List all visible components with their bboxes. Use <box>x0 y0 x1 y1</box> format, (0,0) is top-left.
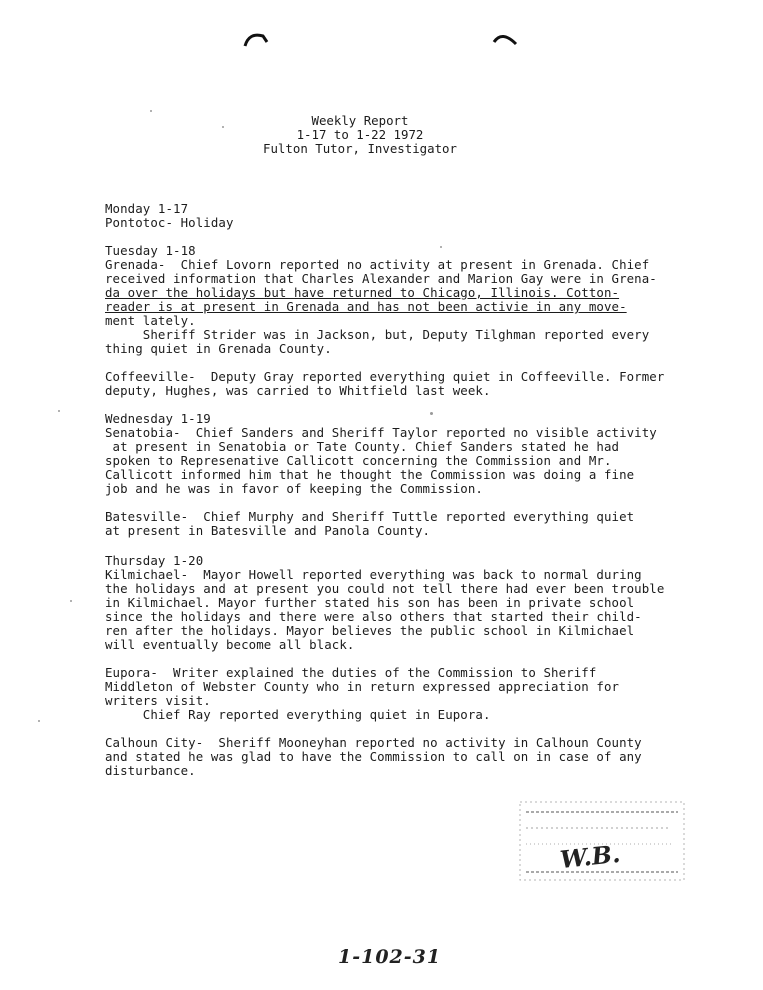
report-line: Senatobia- Chief Sanders and Sheriff Taylor reported no visible activity <box>105 425 657 440</box>
report-line: and stated he was glad to have the Commission to call on in case of any <box>105 749 642 764</box>
report-line: will eventually become all black. <box>105 637 355 652</box>
report-line: ren after the holidays. Mayor believes the public school in Kilmichael <box>105 623 635 638</box>
report-line: Chief Ray reported everything quiet in Eupora. <box>105 707 491 722</box>
report-line: Pontotoc- Holiday <box>105 215 234 230</box>
document-number: 1-102-31 <box>338 946 442 968</box>
report-line: at present in Senatobia or Tate County. Chief Sanders stated he had <box>105 439 620 454</box>
report-line: Grenada- Chief Lovorn reported no activity at present in Grenada. Chief <box>105 257 650 272</box>
scan-speck <box>430 412 433 415</box>
report-line: reader is at present in Grenada and has not been activie in any move- <box>105 299 627 314</box>
scan-speck <box>70 600 72 602</box>
report-line: Sheriff Strider was in Jackson, but, Deputy Tilghman reported every <box>105 327 650 342</box>
report-line: since the holidays and there were also others that started their child- <box>105 609 642 624</box>
report-line: Kilmichael- Mayor Howell reported everything was back to normal during <box>105 567 642 582</box>
scan-speck <box>150 110 152 112</box>
report-line: spoken to Represenative Callicott concerning the Commission and Mr. <box>105 453 612 468</box>
scan-speck <box>38 720 40 722</box>
report-line: deputy, Hughes, was carried to Whitfield last week. <box>105 383 491 398</box>
scan-speck <box>58 410 60 412</box>
day-heading: Tuesday 1-18 <box>105 243 196 258</box>
report-dates: 1-17 to 1-22 1972 <box>296 127 424 142</box>
report-line: Calhoun City- Sheriff Mooneyhan reported no activity in Calhoun County <box>105 735 642 750</box>
day-heading: Monday 1-17 <box>105 201 189 216</box>
report-line: Batesville- Chief Murphy and Sheriff Tuttle reported everything quiet <box>105 509 635 524</box>
report-line: Callicott informed him that he thought the Commission was doing a fine <box>105 467 635 482</box>
report-line: writers visit. <box>105 693 211 708</box>
report-line: at present in Batesville and Panola County. <box>105 523 431 538</box>
day-heading: Thursday 1-20 <box>105 553 204 568</box>
report-line: Middleton of Webster County who in return expressed appreciation for <box>105 679 620 694</box>
report-line: Eupora- Writer explained the duties of the Commission to Sheriff <box>105 665 597 680</box>
signature-initials: W.B. <box>558 838 622 875</box>
report-line: ment lately. <box>105 313 196 328</box>
report-line: disturbance. <box>105 763 196 778</box>
report-line: received information that Charles Alexander and Marion Gay were in Grena- <box>105 271 657 286</box>
punch-hole-mark <box>243 30 269 50</box>
punch-hole-mark <box>492 30 518 50</box>
report-line: job and he was in favor of keeping the Commission. <box>105 481 483 496</box>
report-line: thing quiet in Grenada County. <box>105 341 332 356</box>
report-title: Weekly Report <box>311 113 409 128</box>
day-heading: Wednesday 1-19 <box>105 411 211 426</box>
report-line: in Kilmichael. Mayor further stated his son has been in private school <box>105 595 635 610</box>
report-line: the holidays and at present you could not tell there had ever been trouble <box>105 581 665 596</box>
scan-speck <box>440 246 442 248</box>
report-line: Coffeeville- Deputy Gray reported everything quiet in Coffeeville. Former <box>105 369 665 384</box>
report-investigator: Fulton Tutor, Investigator <box>263 141 457 156</box>
report-line: da over the holidays but have returned to Chicago, Illinois. Cotton- <box>105 285 620 300</box>
